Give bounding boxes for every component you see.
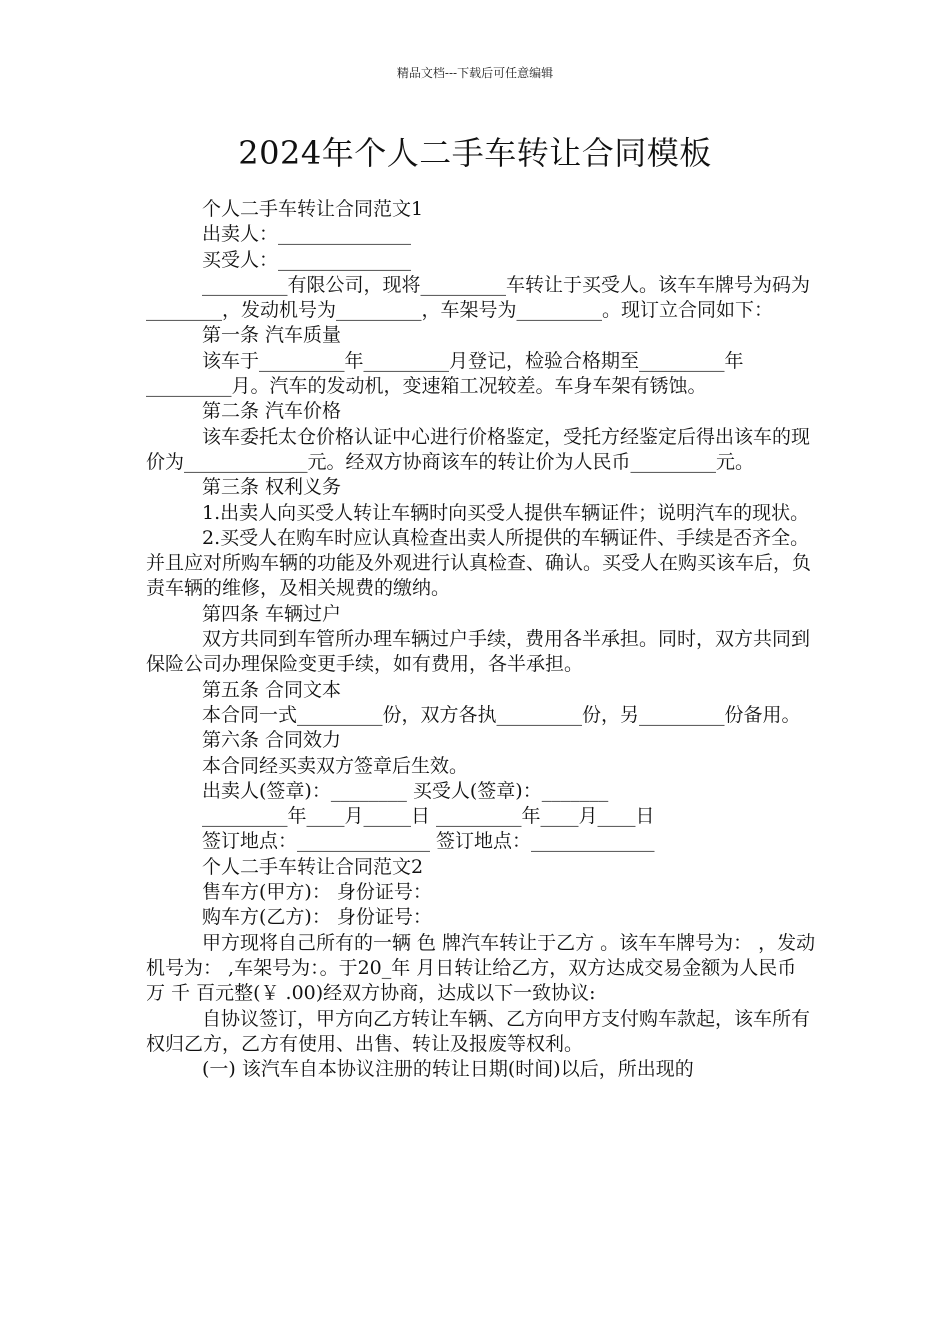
intro-paragraph: _________有限公司，现将_________车转让于买受人。该车车牌号为码为________，发动机号为_________，车架号为_________。现订立合同如下： bbox=[146, 273, 811, 322]
document-title: 2024年个人二手车转让合同模板 bbox=[238, 134, 712, 172]
header-note: 精品文档---下载后可任意编辑 bbox=[396, 66, 554, 80]
article-5-paragraph: 本合同一式_________份，双方各执_________份，另_________份备用。 bbox=[202, 703, 801, 726]
ownership-paragraph: 自协议签订，甲方向乙方转让车辆、乙方向甲方支付购车款起，该车所有权归乙方，乙方有使用、出售、转让及报废等权利。 bbox=[146, 1007, 811, 1055]
party-a-line: 售车方(甲方)： 身份证号： bbox=[202, 881, 432, 904]
template-heading-1: 个人二手车转让合同范文1 bbox=[202, 198, 424, 220]
article-1-heading: 第一条 汽车质量 bbox=[202, 324, 342, 347]
article-6-paragraph: 本合同经买卖双方签章后生效。 bbox=[202, 754, 469, 777]
clause-1-paragraph: (一) 该汽车自本协议注册的转让日期(时间)以后，所出现的 bbox=[202, 1058, 694, 1081]
location-line: 签订地点：______________ 签订地点：_____________ bbox=[202, 830, 655, 853]
article-6-heading: 第六条 合同效力 bbox=[202, 729, 342, 752]
article-2-heading: 第二条 汽车价格 bbox=[202, 400, 342, 423]
article-1-paragraph: 该车于_________年_________月登记，检验合格期至_________年_________月。汽车的发动机，变速箱工况较差。车身车架有锈蚀。 bbox=[146, 349, 744, 398]
buyer-line: 买受人：______________ bbox=[202, 248, 412, 271]
signature-line: 出卖人(签章)：________ 买受人(签章)：_______ bbox=[202, 779, 609, 802]
article-3-item-1: 1.出卖人向买受人转让车辆时向买受人提供车辆证件；说明汽车的现状。 bbox=[202, 501, 810, 524]
article-5-heading: 第五条 合同文本 bbox=[202, 678, 342, 701]
template-heading-2: 个人二手车转让合同范文2 bbox=[202, 855, 424, 878]
article-2-paragraph: 该车委托太仓价格认证中心进行价格鉴定，受托方经鉴定后得出该车的现价为_____________元。经双方协商该车的转让价为人民币_________元。 bbox=[146, 425, 811, 473]
article-3-item-2: 2.买受人在购车时应认真检查出卖人所提供的车辆证件、手续是否齐全。并且应对所购车辆的功能及外观进行认真检查、确认。买受人在购买该车后，负责车辆的维修，及相关规费的缴纳。 bbox=[146, 526, 812, 600]
contract-body bbox=[146, 197, 818, 1082]
date-line: _________年____月_____日 _________年____月____日 bbox=[202, 805, 655, 828]
article-4-paragraph: 双方共同到车管所办理车辆过户手续，费用各半承担。同时，双方共同到保险公司办理保险变更手续，如有费用，各半承担。 bbox=[146, 628, 811, 676]
party-b-line: 购车方(乙方)： 身份证号： bbox=[202, 906, 432, 929]
article-4-heading: 第四条 车辆过户 bbox=[202, 602, 342, 625]
transfer-paragraph: 甲方现将自己所有的一辆 色 牌汽车转让于乙方 。该车车牌号为： ，发动机号为： ,车架号为：。于20_年 月日转让给乙方，双方达成交易金额为人民币 万 千 百元整(￥ .00)经双方协商，达成以下一致协议: bbox=[146, 931, 816, 1005]
seller-line: 出卖人：______________ bbox=[202, 223, 412, 246]
article-3-heading: 第三条 权利义务 bbox=[202, 476, 342, 499]
